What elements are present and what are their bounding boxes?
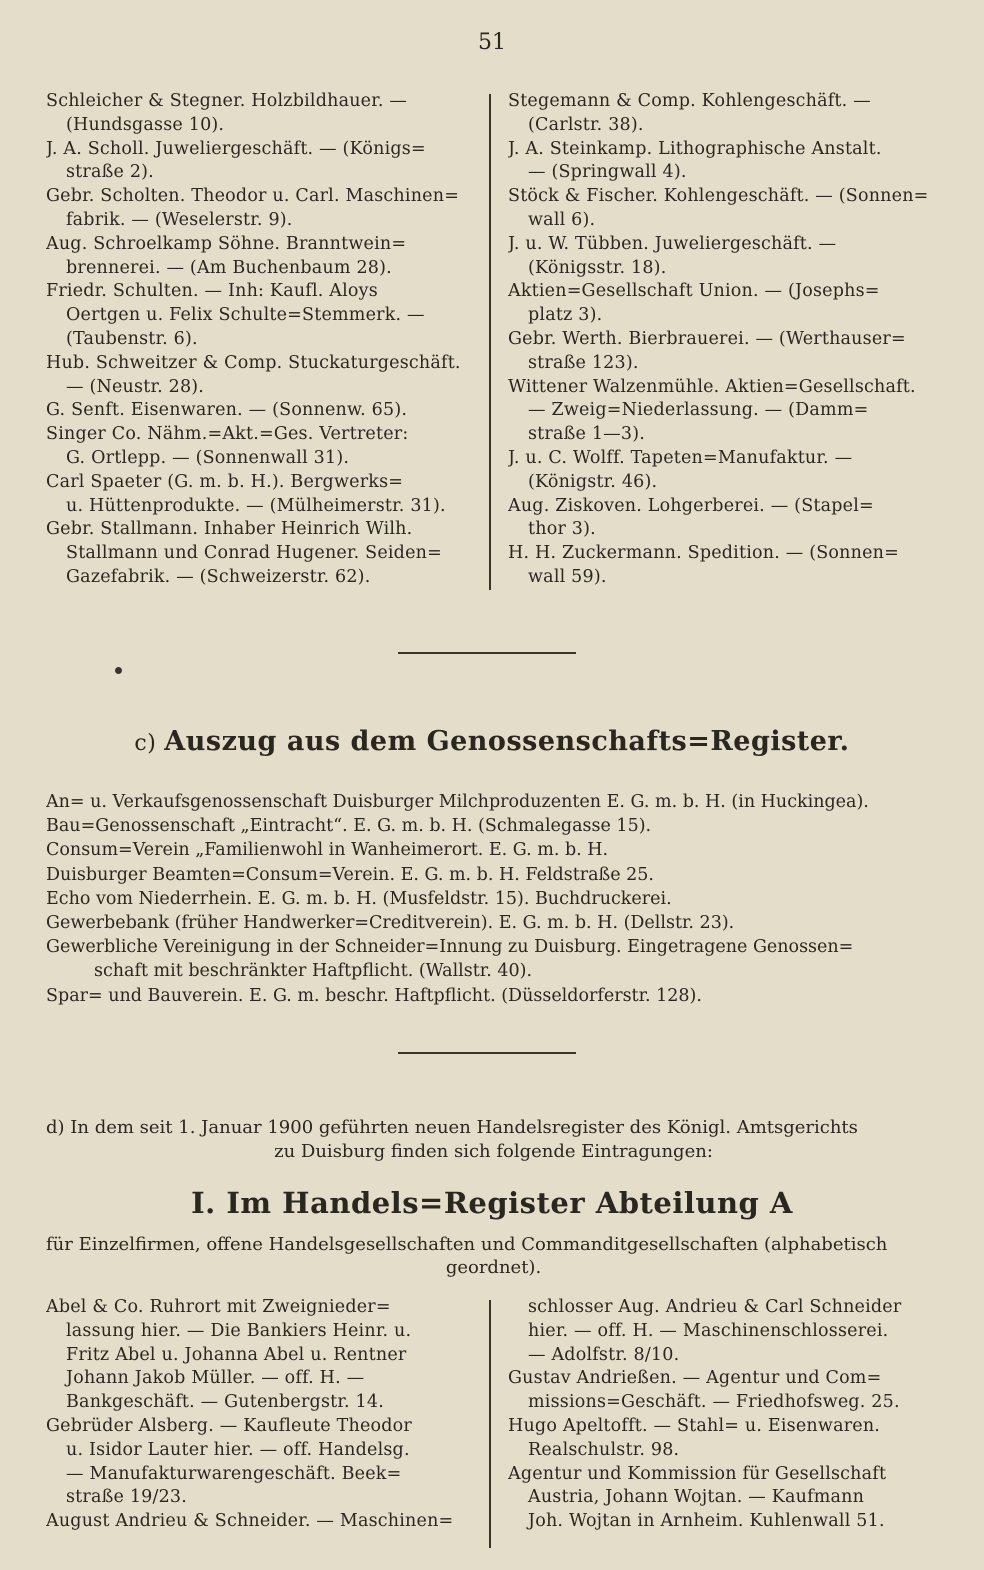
list-item: Echo vom Niederrhein. E. G. m. b. H. (Musfeldstr. 15). Buchdruckerei. <box>46 888 672 909</box>
entry-line: fabrik. — (Weselerstr. 9). <box>66 209 293 230</box>
entry-line: hier. — off. H. — Maschinenschlosserei. <box>528 1320 889 1341</box>
entry-line: (Taubenstr. 6). <box>66 328 198 349</box>
entry-line: — (Neustr. 28). <box>66 376 205 397</box>
entry-line: schlosser Aug. Andrieu & Carl Schneider <box>528 1297 902 1317</box>
section-divider-2 <box>398 1052 576 1054</box>
entry-line: straße 2). <box>66 162 154 183</box>
entry-line: Gazefabrik. — (Schweizerstr. 62). <box>66 566 371 587</box>
list-item: Gewerbebank (früher Handwerker=Creditverein). E. G. m. b. H. (Dellstr. 23). <box>46 913 735 934</box>
register-a-subtitle-line1: für Einzelfirmen, offene Handelsgesellschaften und Commanditgesellschaften (alphabetisch <box>46 1234 888 1255</box>
register-a-subtitle <box>46 1233 941 1279</box>
entry-line: Realschulstr. 98. <box>528 1439 680 1460</box>
list-item: Consum=Verein „Familienwohl in Wanheimerort. E. G. m. b. H. <box>46 840 609 861</box>
list-item: Duisburger Beamten=Consum=Verein. E. G. m. b. H. Feldstraße 25. <box>46 864 654 885</box>
entry-line: straße 19/23. <box>66 1487 188 1508</box>
entry-line: — (Springwall 4). <box>528 162 687 183</box>
genossenschaft-register-list <box>46 790 946 1008</box>
bottom-right-column <box>508 1296 944 1534</box>
entry-line: Friedr. Schulten. — Inh: Kaufl. Aloys <box>46 281 378 302</box>
bottom-column-divider <box>489 1300 491 1548</box>
entry-line: u. Isidor Lauter hier. — off. Handelsg. <box>66 1439 410 1460</box>
entry-line: J. A. Steinkamp. Lithographische Anstalt. <box>508 138 882 159</box>
entry-line: thor 3). <box>528 519 596 540</box>
right-column <box>508 90 944 590</box>
entry-line: wall 59). <box>528 566 607 587</box>
entry-line: J. u. C. Wolff. Tapeten=Manufaktur. — <box>508 447 853 468</box>
entry-line: missions=Geschäft. — Friedhofsweg. 25. <box>528 1392 900 1413</box>
entry-line: Joh. Wojtan in Arnheim. Kuhlenwall 51. <box>528 1511 885 1532</box>
section-d-intro-line1: d) In dem seit 1. Januar 1900 geführten neuen Handelsregister des Königl. Amtsgerichts <box>46 1117 858 1138</box>
entry-line: Gustav Andrießen. — Agentur und Com= <box>508 1368 882 1389</box>
list-item: Spar= und Bauverein. E. G. m. beschr. Haftpflicht. (Düsseldorferstr. 128). <box>46 985 702 1006</box>
entry-line: (Carlstr. 38). <box>528 114 644 135</box>
entry-line: — Zweig=Niederlassung. — (Damm= <box>528 400 869 421</box>
entry-line: Gebr. Werth. Bierbrauerei. — (Werthauser= <box>508 328 906 349</box>
entry-line: (Hundsgasse 10). <box>66 114 225 135</box>
list-item: Gewerbliche Vereinigung in der Schneider=Innung zu Duisburg. Eingetragene Genossen= <box>46 937 854 958</box>
entry-line: Johann Jakob Müller. — off. H. — <box>66 1368 365 1389</box>
entry-line: Gebr. Stallmann. Inhaber Heinrich Wilh. <box>46 519 413 540</box>
list-item: Bau=Genossenschaft „Eintracht“. E. G. m. b. H. (Schmalegasse 15). <box>46 816 652 837</box>
entry-line: lassung hier. — Die Bankiers Heinr. u. <box>66 1320 412 1341</box>
entry-line: Wittener Walzenmühle. Aktien=Gesellschaft. <box>508 376 916 397</box>
ink-speck <box>115 667 122 674</box>
entry-line: u. Hüttenprodukte. — (Mülheimerstr. 31). <box>66 495 446 516</box>
entry-line: wall 6). <box>528 209 596 230</box>
entry-line: Schleicher & Stegner. Holzbildhauer. — <box>46 91 408 111</box>
entry-line: Aug. Schroelkamp Söhne. Branntwein= <box>46 233 407 254</box>
entry-line: G. Senft. Eisenwaren. — (Sonnenw. 65). <box>46 400 408 421</box>
entry-line: straße 1—3). <box>528 424 645 445</box>
entry-line: Hub. Schweitzer & Comp. Stuckaturgeschäft. <box>46 352 461 373</box>
entry-line: Carl Spaeter (G. m. b. H.). Bergwerks= <box>46 471 404 492</box>
entry-line: Aktien=Gesellschaft Union. — (Josephs= <box>508 281 880 302</box>
entry-line: Gebrüder Alsberg. — Kaufleute Theodor <box>46 1415 412 1436</box>
entry-line: Stöck & Fischer. Kohlengeschäft. — (Sonnen= <box>508 186 929 207</box>
entry-line: August Andrieu & Schneider. — Maschinen= <box>46 1511 454 1532</box>
section-c-title: Auszug aus dem Genossenschafts=Register. <box>164 726 850 757</box>
entry-line: Abel & Co. Ruhrort mit Zweignieder= <box>46 1297 391 1317</box>
entry-line: Stallmann und Conrad Hugener. Seiden= <box>66 543 442 564</box>
entry-line: Gebr. Scholten. Theodor u. Carl. Maschinen= <box>46 186 460 207</box>
entry-line: Aug. Ziskoven. Lohgerberei. — (Stapel= <box>508 495 874 516</box>
entry-line: Austria, Johann Wojtan. — Kaufmann <box>528 1487 865 1508</box>
entry-line: Agentur und Kommission für Gesellschaft <box>508 1463 887 1484</box>
register-a-heading: I. Im Handels=Register Abteilung A <box>191 1186 793 1220</box>
section-d-intro <box>46 1116 941 1164</box>
entry-line: Oertgen u. Felix Schulte=Stemmerk. — <box>66 305 425 326</box>
entry-line: (Königstr. 46). <box>528 471 658 492</box>
entry-line: G. Ortlepp. — (Sonnenwall 31). <box>66 447 350 468</box>
entry-line: Fritz Abel u. Johanna Abel u. Rentner <box>66 1344 407 1365</box>
page-number: 51 <box>478 30 506 55</box>
entry-line: — Adolfstr. 8/10. <box>528 1344 680 1365</box>
section-c-marker: c) <box>134 731 157 756</box>
entry-line: (Königsstr. 18). <box>528 257 667 278</box>
list-item-continuation: schaft mit beschränkter Haftpflicht. (Wallstr. 40). <box>94 961 533 982</box>
entry-line: Bankgeschäft. — Gutenbergstr. 14. <box>66 1392 384 1413</box>
entry-line: brennerei. — (Am Buchenbaum 28). <box>66 257 392 278</box>
column-divider <box>489 94 491 590</box>
section-divider-1 <box>398 652 576 654</box>
section-c-heading <box>0 726 984 757</box>
entry-line: — Manufakturwarengeschäft. Beek= <box>66 1463 402 1484</box>
bottom-left-column <box>46 1296 478 1534</box>
left-column <box>46 90 478 590</box>
entry-line: J. u. W. Tübben. Juweliergeschäft. — <box>508 233 837 254</box>
entry-line: platz 3). <box>528 305 603 326</box>
list-item: An= u. Verkaufsgenossenschaft Duisburger Milchproduzenten E. G. m. b. H. (in Huckingea). <box>46 792 869 812</box>
register-a-subtitle-line2: geordnet). <box>445 1257 542 1278</box>
entry-line: H. H. Zuckermann. Spedition. — (Sonnen= <box>508 543 899 564</box>
section-d-intro-line2: zu Duisburg finden sich folgende Eintragungen: <box>274 1141 713 1162</box>
entry-line: J. A. Scholl. Juweliergeschäft. — (Königs= <box>46 138 426 159</box>
entry-line: straße 123). <box>528 352 639 373</box>
entry-line: Hugo Apeltofft. — Stahl= u. Eisenwaren. <box>508 1415 881 1436</box>
entry-line: Singer Co. Nähm.=Akt.=Ges. Vertreter: <box>46 424 409 445</box>
entry-line: Stegemann & Comp. Kohlengeschäft. — <box>508 91 871 111</box>
